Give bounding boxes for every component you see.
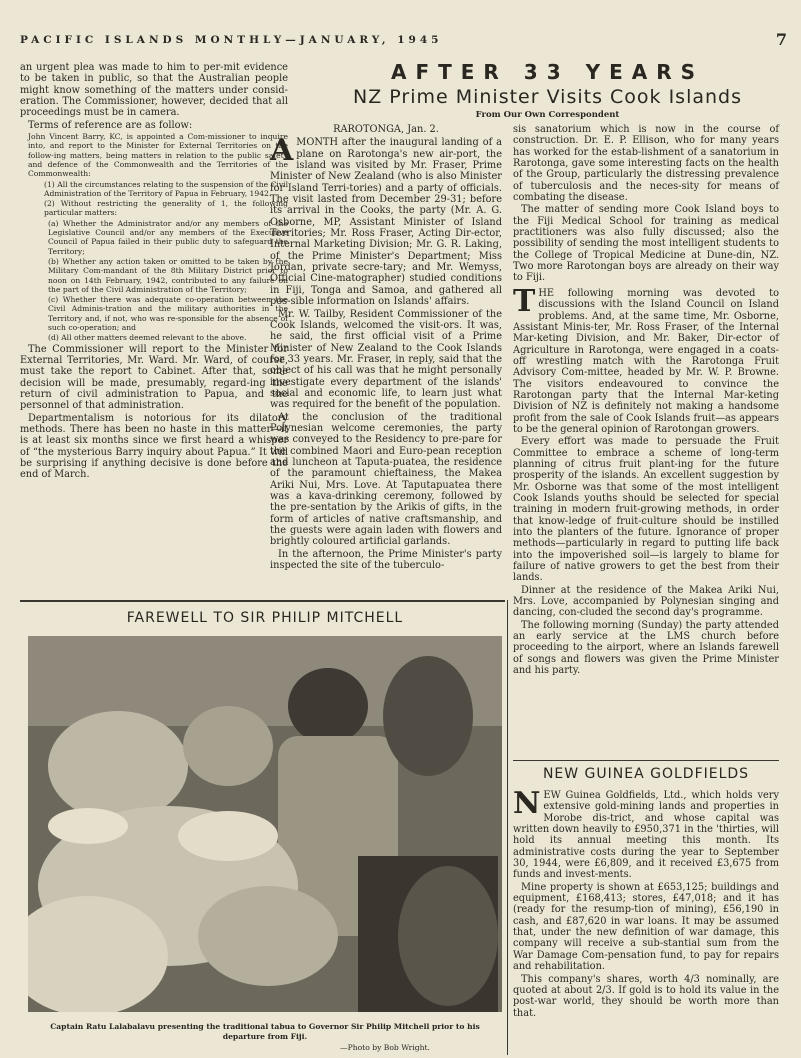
- right-column: [513, 124, 779, 678]
- paragraph: The Commissioner will report to the Minister for External Territories, Mr. Ward. Mr. Ward, of course, must take the report to Cabinet. After that, some decision will be made, presumably, regard-ing the return of civil administration to Papua, and the personnel of that administration.: [20, 343, 288, 412]
- list-item: (2) Without restricting the generality of 1, the following particular matters:: [44, 199, 288, 218]
- masthead: PACIFIC ISLANDS MONTHLY—JANUARY, 1945: [20, 34, 443, 46]
- left-column: [20, 62, 288, 482]
- photo-image: [28, 636, 502, 1012]
- paragraph: NEW Guinea Goldfields, Ltd., which holds very extensive gold-mining lands and properties in Morobe dis-trict, and whose capital was written down heavily to £950,371 in the 'thirties, will hold its annual meeting this month. Its administrative costs during the year to September 30, 1944, were £6,809, and it received £3,675 from funds and invest-ments.: [513, 786, 779, 881]
- paragraph: Dinner at the residence of the Makea Ariki Nui, Mrs. Love, accompanied by Polynesian singing and dancing, con-cluded the second day's programme.: [513, 584, 779, 619]
- list-item: (c) Whether there was adequate co-operation between the Civil Adminis-tration and the military authorities in the Territory and, if not, who was re-sponsible for the absence of such co-operation; and: [48, 295, 288, 332]
- drop-cap: N: [513, 786, 541, 821]
- paragraph: an urgent plea was made to him to per-mit evidence to be taken in public, so that the Australian people might know something of the matters under consid-eration. The Commissioner, however, decided that all proceedings must be in camera.: [20, 62, 288, 119]
- paragraph: sis sanatorium which is now in the course of construction. Dr. E. P. Ellison, who for many years has worked for the estab-lishment of a sanatorium in Rarotonga, gave some interesting facts on the health of the Group, particularly the distressing prevalence of tuberculosis and the neces-sity for means of combating the disease.: [513, 124, 779, 204]
- dateline: RAROTONGA, Jan. 2.: [333, 124, 439, 135]
- paragraph: In the afternoon, the Prime Minister's party inspected the site of the tuberculo-: [270, 548, 502, 572]
- list-item: (d) All other matters deemed relevant to the above.: [48, 333, 247, 343]
- photo-credit: —Photo by Bob Wright.: [340, 1043, 430, 1052]
- paragraph: Departmentalism is notorious for its dilatory methods. There has been no haste in this matter—it is at least six months since we first heard a whisper of “the mysterious Barry inquiry about Papua.” It will be surprising if anything decisive is done before the end of March.: [20, 412, 288, 481]
- list-item: (1) All the circumstances relating to the suspension of the Civil Administration of the Territory of Papua in February, 1942.: [44, 179, 288, 198]
- page-number: 7: [775, 30, 787, 49]
- article-title: AFTER 33 YEARS: [390, 60, 705, 84]
- article-subtitle: NZ Prime Minister Visits Cook Islands: [352, 86, 742, 108]
- paragraph: John Vincent Barry, KC, is appointed a Com-missioner to inquire into, and report to the Minister for External Territories on the follow-ing matters, being matters in relation to the public safety and defence of the Commonwealth and the Territories of the Commonwealth:: [28, 132, 288, 179]
- photo-caption: Captain Ratu Lalabalavu presenting the traditional tabua to Governor Sir Philip Mitchell prior to his departure from Fiji.: [50, 1022, 480, 1041]
- goldfields-rule: [513, 760, 779, 761]
- paragraph: THE following morning was devoted to discussions with the Island Council on Island problems. And, at the same time, Mr. Osborne, Assistant Minis-ter, Mr. Ross Fraser, of the Internal Mar-keting Division, and Mr. Baker, Dir-ector of Agriculture in Rarotonga, were engaged in a coats-off wrestling match with the Rarotonga Fruit Advisory Com-mittee, headed by Mr. W. P. Browne. The visitors endeavoured to convince the Rarotongan party that the Internal Mar-keting Division of NZ is definitely not making a handsome profit from the sale of Cook Islands fruit—as appears to be the general opinion of Rarotongan growers.: [513, 283, 779, 435]
- farewell-heading: FAREWELL TO SIR PHILIP MITCHELL: [126, 610, 404, 626]
- paragraph: The matter of sending more Cook Island boys to the Fiji Medical School for training as medical practitioners was also fully discussed; also the possibility of sending the most intelligent students to the College of Tropical Medicine at Dune-din, NZ. Two more Rarotongan boys are already on their way to Fiji.: [513, 204, 779, 284]
- paragraph: Mr. W. Tailby, Resident Commissioner of the Cook Islands, welcomed the visit-ors. It was, he said, the first official visit of a Prime Minister of New Zealand to the Cook Islands for 33 years. Mr. Fraser, in reply, said that the object of his call was that he might personally investigate every department of the islands' social and economic life, to learn just what was required for the benefit of the population.: [270, 308, 502, 411]
- paragraph: Every effort was made to persuade the Fruit Committee to embrace a scheme of long-term planning of citrus fruit plant-ing for the future prosperity of the islands. An excellent suggestion by Mr. Osborne was that some of the most intelligent Cook Islands youths should be selected for special training in modern fruit-growing methods, in order that know-ledge of fruit-culture should be instilled into the planters of the future. Ignorance of proper methods—particularly in regard to putting life back into the impoverished soil—is largely to blame for failure of native growers to get the best from their lands.: [513, 436, 779, 584]
- goldfields-heading: NEW GUINEA GOLDFIELDS: [542, 766, 750, 782]
- farewell-photo: [28, 636, 502, 1012]
- paragraph: At the conclusion of the traditional Polynesian welcome ceremonies, the party was conveyed to the Residency to pre-pare for the combined Maori and Euro-pean reception and luncheon at Taputa-puatea, the residence of the paramount chieftainess, the Makea Ariki Nui, Mrs. Love. At Taputapuatea there was a kava-drinking ceremony, followed by the pre-sentation by the Arikis of gifts, in the form of articles of native craftsmanship, and the guests were again laden with flowers and brightly coloured artificial garlands.: [270, 411, 502, 548]
- drop-cap: T: [513, 283, 536, 319]
- middle-column: [270, 124, 502, 572]
- list-item: (a) Whether the Administrator and/or any members of the Legislative Council and/or any members of the Executive Council of Papua failed in their public duty to safeguard the Territory;: [48, 218, 288, 256]
- goldfields-column: [513, 786, 779, 1020]
- article-byline: From Our Own Correspondent: [475, 110, 620, 120]
- paragraph: Terms of reference are as follow:: [28, 119, 193, 131]
- paragraph: This company's shares, worth 4/3 nominally, are quoted at about 2/3. If gold is to hold its value in the post-war world, they should be worth more than that.: [513, 973, 779, 1019]
- terms-of-reference: [20, 132, 288, 343]
- column-divider: [507, 600, 508, 1055]
- paragraph: AMONTH after the inaugural landing of a plane on Rarotonga's new air-port, the island was visited by Mr. Fraser, Prime Minister of New Zealand (who is also Minister for Island Terri-tories) and a party of officials. The visit lasted from December 29-31; before its arrival in the Cooks, the party (Mr. A. G. Osborne, MP, Assistant Minister of Island Territories; Mr. Ross Fraser, Acting Dir-ector, Internal Marketing Division; Mr. G. R. Laking, of the Prime Minister's Department; Miss Jordan, private secre-tary; and Mr. Wemyss, Official Cine-matographer) studied conditions in Fiji, Tonga and Samoa, and gathered all pos-sible information on Islands' affairs.: [270, 133, 502, 308]
- list-item: (b) Whether any action taken or omitted to be taken by the Military Com-mandant of the 8th Military District prior to noon on 14th February, 1942, contributed to any failure on the part of the Civil Administration of the Territory;: [48, 256, 288, 294]
- paragraph: Mine property is shown at £653,125; buildings and equipment, £168,413; stores, £47,018; and it has (ready for the resump-tion of mining), £56,190 in cash, and £87,620 in war loans. It may be assumed that, under the new definition of war damage, this company will receive a sub-stantial sum from the War Damage Com-pensation fund, to pay for repairs and rehabilitation.: [513, 881, 779, 973]
- paragraph: The following morning (Sunday) the party attended an early service at the LMS church before proceeding to the airport, where an Islands farewell of songs and flowers was given the Prime Minister and his party.: [513, 619, 779, 677]
- section-divider: [20, 600, 505, 602]
- drop-cap: A: [270, 133, 294, 169]
